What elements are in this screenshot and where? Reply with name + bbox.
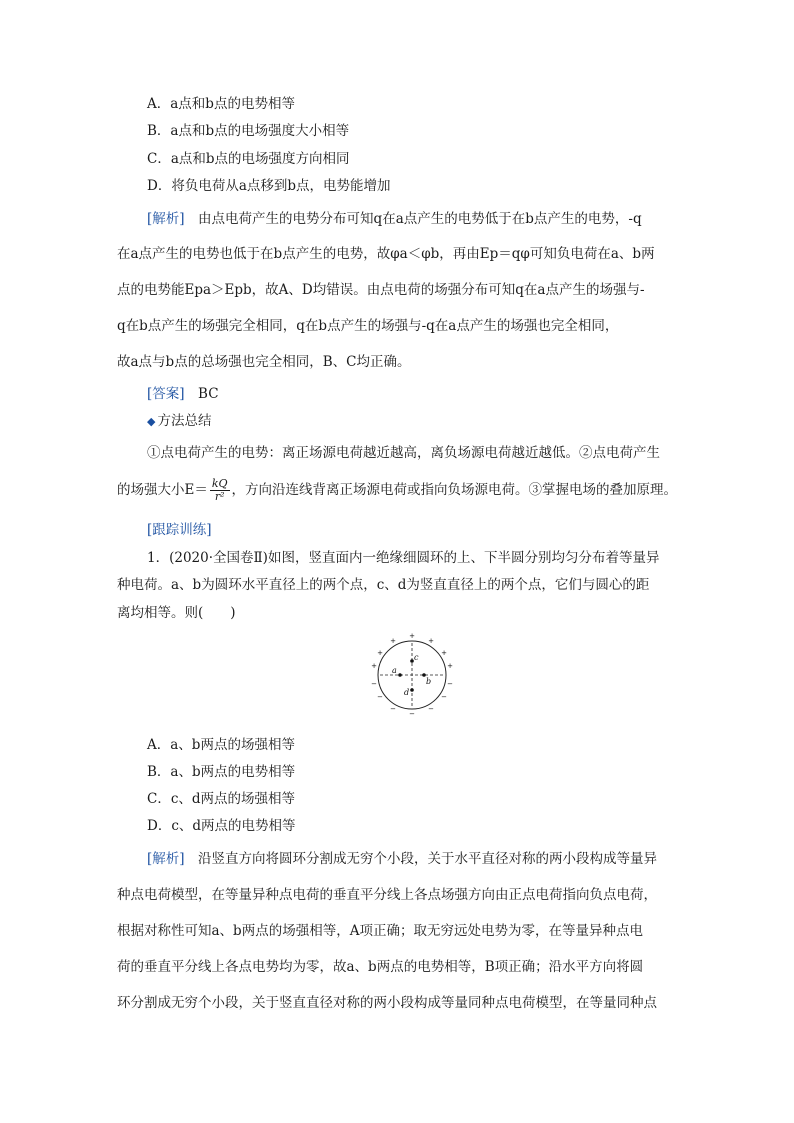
- minus-sign: −: [447, 680, 453, 688]
- option-c: C．c、d两点的场强相等: [147, 791, 296, 807]
- diamond-icon: ◆: [147, 415, 156, 428]
- method-text: 的场强大小E＝: [117, 482, 208, 498]
- method-line: ①点电荷产生的电势：离正场源电荷越近越高，离负场源电荷越近越低。②点电荷产生: [147, 445, 660, 461]
- question-line: 种电荷。a、b为圆环水平直径上的两个点，c、d为竖直直径上的两个点，它们与圆心的距: [117, 577, 650, 593]
- plus-sign: +: [447, 662, 453, 670]
- analysis-text: 由点电荷产生的电势分布可知q在a点产生的电势低于在b点产生的电势，-q: [198, 211, 642, 227]
- analysis-line: 荷的垂直平分线上各点电势均为零，故a、b两点的电势相等，B项正确；沿水平方向将圆: [117, 959, 644, 975]
- question-line: 离均相等。则( ): [117, 605, 236, 621]
- option-d: D．c、d两点的电势相等: [147, 818, 296, 834]
- label-d: d: [404, 688, 410, 697]
- follow-tag: [跟踪训练]: [147, 522, 212, 538]
- method-title: [147, 412, 211, 431]
- minus-sign: −: [428, 705, 434, 713]
- label-c: c: [414, 653, 419, 662]
- answer-tag: [答案]: [147, 386, 185, 402]
- label-b: b: [426, 677, 432, 686]
- label-a: a: [392, 666, 397, 675]
- plus-sign: +: [409, 632, 415, 640]
- analysis-line: 根据对称性可知a、b两点的场强相等，A项正确；取无穷远处电势为零，在等量异种点电: [117, 923, 643, 939]
- minus-sign: −: [377, 693, 383, 701]
- analysis-line: 故a点与b点的总场强也完全相同，B、C均正确。: [117, 354, 411, 370]
- plus-sign: +: [428, 637, 434, 645]
- plus-sign: +: [377, 649, 383, 657]
- minus-sign: −: [441, 693, 447, 701]
- plus-sign: +: [390, 637, 396, 645]
- option-d: D．将负电荷从a点移到b点，电势能增加: [147, 178, 391, 194]
- point-a: [398, 673, 402, 677]
- fraction-numerator: kQ: [211, 477, 228, 490]
- option-c: C．a点和b点的电场强度方向相同: [147, 151, 350, 167]
- question-line: 1．(2020·全国卷Ⅱ)如图，竖直面内一绝缘细圆环的上、下半圆分别均匀分布着等量异: [147, 550, 660, 566]
- fraction-denominator: r²: [214, 490, 225, 503]
- analysis-line: 点的电势能Epa＞Epb，故A、D均错误。由点电荷的场强分布可知q在a点产生的场强与-: [117, 282, 645, 298]
- analysis-tag: [解析]: [147, 851, 185, 867]
- analysis-text: 沿竖直方向将圆环分割成无穷个小段，关于水平直径对称的两小段构成等量异: [198, 851, 658, 867]
- analysis-line: [147, 850, 657, 868]
- option-a: A．a点和b点的电势相等: [147, 96, 295, 112]
- answer-value: BC: [198, 386, 219, 402]
- analysis-line: 环分割成无穷个小段，关于竖直直径对称的两小段构成等量同种点电荷模型，在等量同种点: [117, 995, 657, 1011]
- analysis-line: 在a点产生的电势也低于在b点产生的电势，故φa＜φb，再由Ep＝qφ可知负电荷在a、b两: [117, 246, 655, 262]
- minus-sign: −: [371, 680, 377, 688]
- answer-line: [147, 385, 219, 403]
- analysis-line: 种点电荷模型，在等量异种点电荷的垂直平分线上各点场强方向由正点电荷指向负点电荷，: [117, 887, 657, 903]
- method-text: ，方向沿连线背离正场源电荷或指向负场源电荷。③掌握电场的叠加原理。: [231, 482, 678, 498]
- method-line: [117, 478, 677, 503]
- method-title-text: 方法总结: [157, 413, 212, 429]
- analysis-tag: [解析]: [147, 211, 185, 227]
- option-b: B．a点和b点的电场强度大小相等: [147, 123, 350, 139]
- option-a: A．a、b两点的场强相等: [147, 737, 295, 753]
- plus-sign: +: [441, 649, 447, 657]
- minus-sign: −: [409, 710, 415, 718]
- minus-sign: −: [390, 705, 396, 713]
- analysis-line: [147, 210, 642, 228]
- plus-sign: +: [371, 662, 377, 670]
- analysis-line: q在b点产生的场强完全相同，q在b点产生的场强与-q在a点产生的场强也完全相同，: [117, 318, 619, 334]
- point-d: [410, 688, 414, 692]
- formula-fraction: [210, 478, 230, 503]
- charged-ring-diagram: [365, 632, 461, 718]
- option-b: B．a、b两点的电势相等: [147, 764, 296, 780]
